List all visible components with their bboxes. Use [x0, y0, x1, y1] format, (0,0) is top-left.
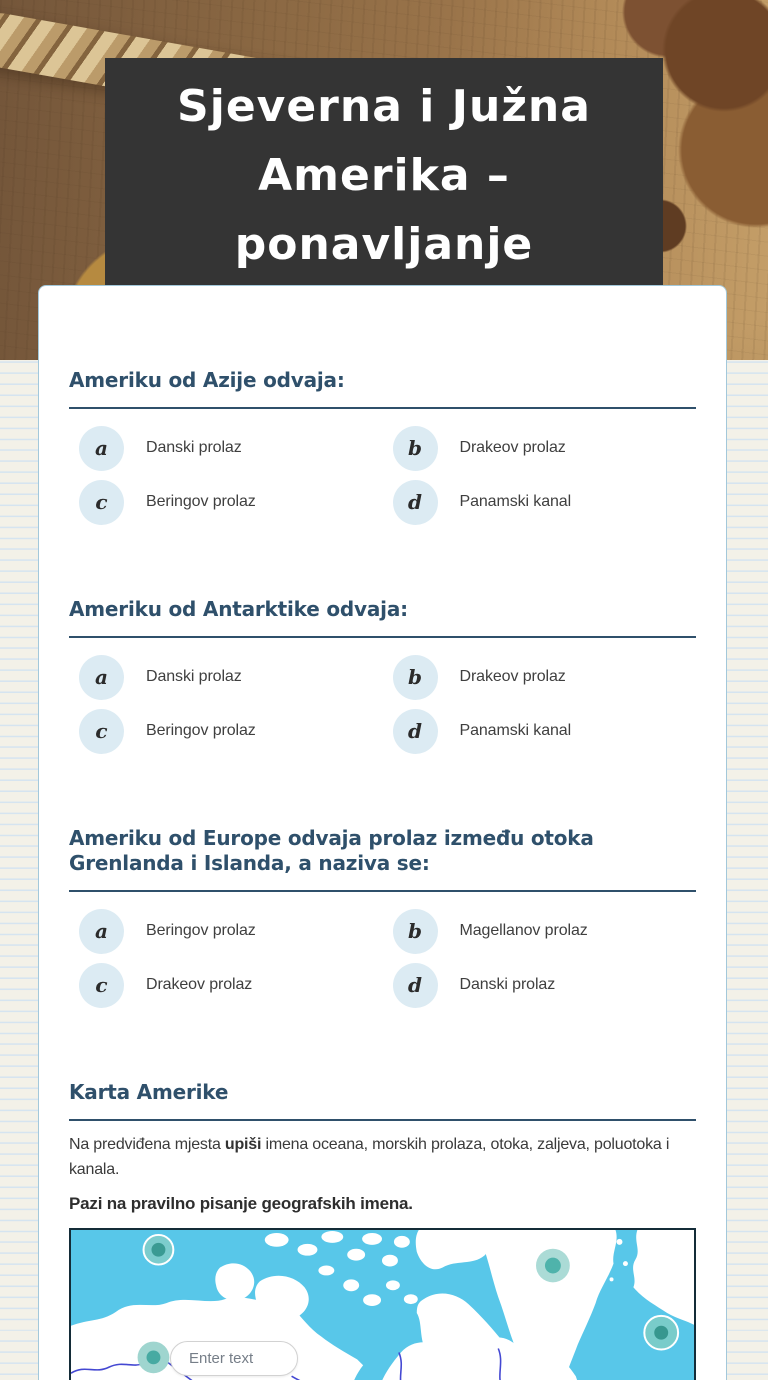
question-2-option-b[interactable]	[383, 652, 697, 702]
map-marker-bering[interactable]	[144, 1235, 174, 1265]
question-2-options	[69, 652, 696, 756]
question-2-option-d[interactable]	[383, 706, 697, 756]
instruction-prefix: Na predviđena mjesta	[69, 1136, 225, 1153]
question-3-option-d[interactable]	[383, 960, 697, 1010]
option-letter-badge[interactable]: a	[79, 655, 124, 700]
option-letter-badge[interactable]: c	[79, 480, 124, 525]
map-canvas	[71, 1230, 694, 1380]
option-letter-badge[interactable]: d	[393, 709, 438, 754]
map-islet	[616, 1239, 622, 1245]
question-2-heading: Ameriku od Antarktike odvaja:	[69, 597, 408, 621]
question-3-option-b[interactable]	[383, 906, 697, 956]
america-map[interactable]	[69, 1228, 696, 1380]
question-1-heading: Ameriku od Azije odvaja:	[69, 368, 345, 392]
worksheet-card	[38, 285, 727, 1380]
option-label: Beringov prolaz	[146, 922, 256, 939]
question-3-option-a[interactable]	[69, 906, 383, 956]
question-1-option-a[interactable]	[69, 423, 383, 473]
option-letter-badge[interactable]: c	[79, 963, 124, 1008]
map-islet	[623, 1261, 628, 1266]
option-label: Magellanov prolaz	[459, 922, 588, 939]
worksheet-title-line-2: Amerika –	[258, 150, 510, 201]
question-2-option-a[interactable]	[69, 652, 383, 702]
option-letter-badge[interactable]: d	[393, 963, 438, 1008]
worksheet-title-line-3: ponavljanje	[234, 219, 534, 270]
question-1-divider	[69, 407, 696, 409]
question-3	[69, 826, 696, 1010]
option-label: Beringov prolaz	[146, 722, 256, 739]
option-label: Danski prolaz	[146, 439, 242, 456]
option-label: Drakeov prolaz	[459, 439, 566, 456]
map-marker-atlantic[interactable]	[644, 1316, 678, 1350]
question-1-option-d[interactable]	[383, 477, 697, 527]
question-2-divider	[69, 636, 696, 638]
map-section	[69, 1080, 696, 1380]
map-island	[363, 1294, 381, 1306]
map-island	[394, 1236, 410, 1248]
option-label: Danski prolaz	[146, 668, 242, 685]
map-section-divider	[69, 1119, 696, 1121]
worksheet-title-line-1: Sjeverna i Južna	[177, 81, 591, 132]
map-island	[382, 1255, 398, 1267]
question-1-option-c[interactable]	[69, 477, 383, 527]
option-label: Panamski kanal	[459, 493, 572, 510]
option-label: Drakeov prolaz	[146, 976, 253, 993]
worksheet-title-box	[105, 58, 663, 288]
question-3-divider	[69, 890, 696, 892]
question-3-option-c[interactable]	[69, 960, 383, 1010]
map-island	[298, 1244, 318, 1256]
question-2-option-c[interactable]	[69, 706, 383, 756]
map-island	[265, 1233, 289, 1247]
option-letter-badge[interactable]: a	[79, 426, 124, 471]
option-label: Beringov prolaz	[146, 493, 256, 510]
question-3-options	[69, 906, 696, 1010]
map-section-heading: Karta Amerike	[69, 1080, 229, 1104]
map-island	[386, 1280, 400, 1290]
map-warning: Pazi na pravilno pisanje geografskih imena.	[69, 1194, 413, 1213]
option-letter-badge[interactable]: a	[79, 909, 124, 954]
question-1-option-b[interactable]	[383, 423, 697, 473]
option-label: Danski prolaz	[459, 976, 556, 993]
question-1-options	[69, 423, 696, 527]
option-label: Drakeov prolaz	[459, 668, 566, 685]
map-island	[404, 1294, 418, 1304]
map-island	[318, 1266, 334, 1276]
map-text-input[interactable]	[170, 1341, 298, 1376]
question-3-heading: Ameriku od Europe odvaja prolaz između otoka Grenlanda i Islanda, a naziva se:	[69, 826, 594, 875]
map-island	[343, 1279, 359, 1291]
option-label: Panamski kanal	[459, 722, 572, 739]
map-island	[321, 1231, 343, 1243]
instruction-suffix: imena oceana, morskih prolaza, otoka, zaljeva, poluotoka i kanala.	[69, 1136, 670, 1178]
option-letter-badge[interactable]: b	[393, 909, 438, 954]
map-marker-greenland[interactable]	[536, 1249, 570, 1283]
question-2	[69, 597, 696, 756]
option-letter-badge[interactable]: c	[79, 709, 124, 754]
instruction-bold: upiši	[224, 1136, 262, 1153]
map-instruction	[69, 1132, 696, 1182]
map-island	[362, 1233, 382, 1245]
option-letter-badge[interactable]: d	[393, 480, 438, 525]
question-1	[69, 368, 696, 527]
map-islet	[610, 1277, 614, 1281]
option-letter-badge[interactable]: b	[393, 426, 438, 471]
option-letter-badge[interactable]: b	[393, 655, 438, 700]
map-marker-alaska[interactable]	[138, 1342, 170, 1374]
map-island	[347, 1249, 365, 1261]
